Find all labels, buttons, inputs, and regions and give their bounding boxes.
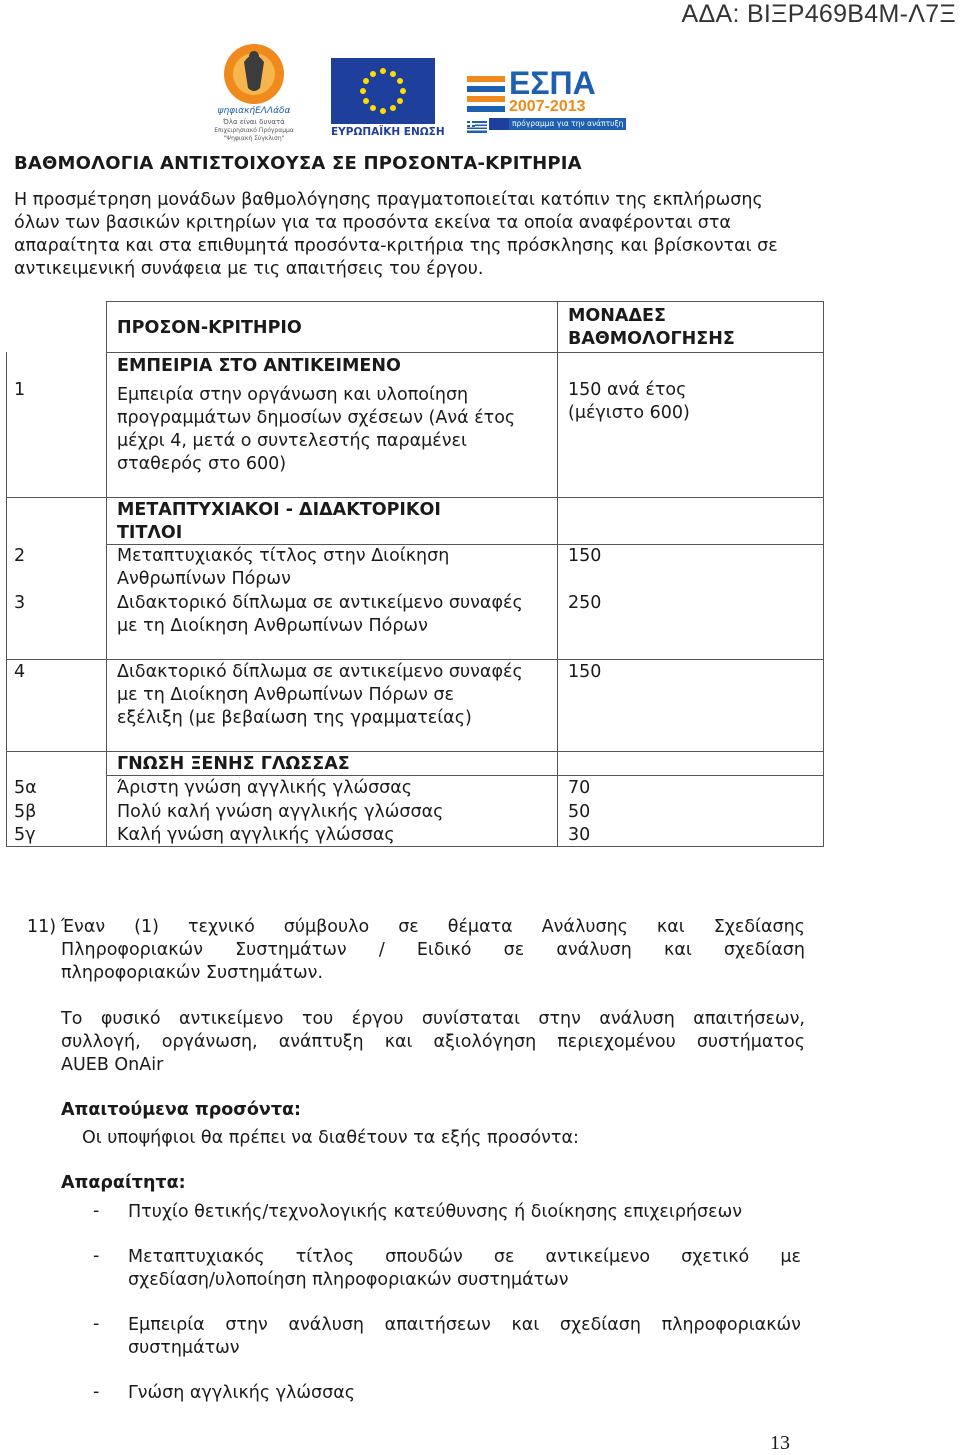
w: ανάλυση <box>556 940 632 960</box>
item11-line <box>61 939 805 962</box>
w: και <box>384 1032 413 1052</box>
table-rule <box>823 301 824 847</box>
digital-greece-line4: "Ψηφιακή Σύγκλιση" <box>223 135 285 142</box>
w: και <box>664 940 692 960</box>
row2-units: 150 <box>568 546 602 566</box>
digital-greece-line3: Επιχειρησιακό Πρόγραμμα <box>214 127 294 134</box>
w: περιεχομένου <box>557 1032 676 1052</box>
column-header-units: ΒΑΘΜΟΛΟΓΗΣΗΣ <box>568 329 735 349</box>
w: Συστημάτων <box>235 940 347 960</box>
table-rule <box>557 301 558 847</box>
espa-title: ΕΣΠΑ <box>509 65 596 101</box>
row5a-text: Άριστη γνώση αγγλικής γλώσσας <box>117 778 413 798</box>
eu-label: ΕΥΡΩΠΑΪΚΗ ΕΝΩΣΗ <box>331 126 445 138</box>
item-number: 11) <box>27 917 57 937</box>
w: σε <box>493 1247 515 1267</box>
list-item-line: σχεδίαση/υλοποίηση πληροφοριακών συστημάτων <box>128 1270 569 1290</box>
row4-line: με τη Διοίκηση Ανθρωπίνων Πόρων σε <box>117 685 454 705</box>
item11-line: πληροφοριακών Συστημάτων. <box>61 963 324 983</box>
digital-greece-title: ψηφιακήΕΛΛάδα <box>217 106 291 116</box>
w: και <box>656 917 685 937</box>
row-number: 5γ <box>14 825 36 845</box>
espa-years: 2007-2013 <box>509 98 586 115</box>
list-item <box>128 1246 801 1292</box>
row4-units: 150 <box>568 662 602 682</box>
eu-flag-icon <box>331 58 435 124</box>
intro-line <box>14 189 807 212</box>
w: σχετικό <box>681 1247 750 1267</box>
w: του <box>301 1009 334 1029</box>
row-number: 3 <box>14 593 26 613</box>
object-line <box>61 1008 805 1031</box>
item11-line <box>61 916 805 939</box>
w: ανάλυση <box>288 1315 365 1335</box>
row1-line-text: Εμπειρία στην οργάνωση και υλοποίηση <box>117 385 469 405</box>
list-item-line <box>128 1246 801 1269</box>
list-item-line <box>128 1314 801 1337</box>
w: συστήματος <box>696 1032 805 1052</box>
w: φυσικό <box>100 1009 161 1029</box>
row1-units: 150 ανά έτος <box>568 380 687 400</box>
espa-stripes-icon <box>463 70 509 116</box>
list-item-line: συστημάτων <box>128 1338 240 1358</box>
greek-flag-icon <box>467 118 487 130</box>
row5a-units: 70 <box>568 778 591 798</box>
row3-line: Διδακτορικό δίπλωμα σε αντικείμενο συναφές <box>117 593 523 613</box>
w: Έναν <box>61 917 106 937</box>
w: έργου <box>351 1009 404 1029</box>
row3-units: 250 <box>568 593 602 613</box>
table-rule <box>6 659 824 660</box>
row4-line: Διδακτορικό δίπλωμα σε αντικείμενο συναφές <box>117 662 523 682</box>
w: σχεδίαση <box>723 940 805 960</box>
eu-small-flag-icon <box>489 118 509 130</box>
w: Ειδικό <box>416 940 472 960</box>
row5b-text: Πολύ καλή γνώση αγγλικής γλώσσας <box>117 802 444 822</box>
experience-header: ΕΜΠΕΙΡΙΑ ΣΤΟ ΑΝΤΙΚΕΙΜΕΝΟ <box>117 356 401 376</box>
w: στην <box>538 1009 581 1029</box>
eu-logo <box>331 58 445 144</box>
row5c-units: 30 <box>568 825 591 845</box>
object-line <box>61 1031 805 1054</box>
row4-line: εξέλιξη (με βεβαίωση της γραμματείας) <box>117 708 472 728</box>
row1-text <box>117 384 557 476</box>
row-number: 1 <box>14 380 26 400</box>
w: Ανάλυσης <box>541 917 628 937</box>
w: Εμπειρία <box>128 1315 205 1335</box>
w: σύμβουλο <box>283 917 370 937</box>
w: ανάπτυξη <box>278 1032 364 1052</box>
row-number: 5α <box>14 778 37 798</box>
intro-paragraph <box>14 189 807 281</box>
table-rule <box>6 497 824 498</box>
w: σπουδών <box>385 1247 463 1267</box>
digital-greece-line2: Όλα είναι δυνατά <box>223 118 285 126</box>
column-header-units: ΜΟΝΑΔΕΣ <box>568 306 666 326</box>
row-number: 2 <box>14 546 26 566</box>
w: τίτλος <box>295 1247 355 1267</box>
w: σχεδίαση <box>559 1315 641 1335</box>
intro-line: αντικειμενική συνάφεια με τις απαιτήσεις του έργου. <box>14 259 484 279</box>
table-rule <box>106 301 107 847</box>
list-dash: - <box>93 1201 100 1221</box>
w: σε <box>398 917 419 937</box>
required-label: Απαιτούμενα προσόντα: <box>61 1100 302 1120</box>
intro-line-text: Η προσμέτρηση μονάδων βαθμολόγησης πραγματοποιείται κατόπιν της εκπλήρωσης <box>14 190 763 210</box>
w: / <box>378 940 385 960</box>
w: με <box>780 1247 801 1267</box>
row1-units: (μέγιστο 600) <box>568 403 690 423</box>
postgrad-header: ΜΕΤΑΠΤΥΧΙΑΚΟΙ - ΔΙΔΑΚΤΟΡΙΚΟΙ <box>117 500 441 520</box>
list-item <box>128 1314 801 1360</box>
list-dash: - <box>93 1246 100 1266</box>
w: συνίσταται <box>421 1009 520 1029</box>
w: ανάλυση <box>599 1009 675 1029</box>
list-item: Γνώση αγγλικής γλώσσας <box>128 1383 356 1403</box>
w: θέματα <box>447 917 513 937</box>
w: στην <box>225 1315 268 1335</box>
intro-line: όλων των βασικών κριτηρίων για τα προσόντα εκείνα τα οποία αναφέρονται στα <box>14 213 731 233</box>
language-header: ΓΝΩΣΗ ΞΕΝΗΣ ΓΛΩΣΣΑΣ <box>117 754 350 774</box>
row1-line: σταθερός στο 600) <box>117 454 287 474</box>
row1-line: μέχρι 4, μετά ο συντελεστής παραμένει <box>117 431 467 451</box>
w: πληροφοριακών <box>661 1315 801 1335</box>
column-header-criterion: ΠΡΟΣΟΝ-ΚΡΙΤΗΡΙΟ <box>117 318 302 338</box>
w: Μεταπτυχιακός <box>128 1247 265 1267</box>
w: Σχεδίασης <box>713 917 805 937</box>
row5c-text: Καλή γνώση αγγλικής γλώσσας <box>117 825 395 845</box>
table-rule <box>6 751 824 752</box>
table-rule <box>6 352 7 847</box>
intro-line: απαραίτητα και στα επιθυμητά προσόντα-κριτήρια της πρόσκλησης και βρίσκονται σε <box>14 236 778 256</box>
w: αξιολόγηση <box>433 1032 537 1052</box>
espa-tagline: πρόγραμμα για την ανάπτυξη <box>509 118 626 130</box>
row2-line: Ανθρωπίνων Πόρων <box>117 569 291 589</box>
ada-code: ΑΔΑ: ΒΙΞΡ469Β4Μ-Λ7Ξ <box>681 0 956 28</box>
w: απαιτήσεων <box>384 1315 491 1335</box>
digital-greece-logo <box>204 40 304 148</box>
postgrad-header: ΤΙΤΛΟΙ <box>117 523 183 543</box>
item11-description <box>61 916 805 985</box>
list-dash: - <box>93 1314 100 1334</box>
w: και <box>511 1315 540 1335</box>
row5b-units: 50 <box>568 802 591 822</box>
row1-line <box>117 384 557 407</box>
list-dash: - <box>93 1382 100 1402</box>
page-number: 13 <box>770 1432 790 1454</box>
table-rule <box>106 301 824 302</box>
w: συλλογή, <box>61 1032 141 1052</box>
table-rule <box>106 352 824 353</box>
w: σε <box>503 940 525 960</box>
row-number: 5β <box>14 802 37 822</box>
row1-line: προγραμμάτων δημοσίων σχέσεων (Ανά έτος <box>117 408 516 428</box>
w: τεχνικό <box>187 917 255 937</box>
object-paragraph <box>61 1008 805 1077</box>
w: Πληροφοριακών <box>61 940 203 960</box>
w: (1) <box>134 917 159 937</box>
required-intro: Οι υποψήφιοι θα πρέπει να διαθέτουν τα εξής προσόντα: <box>82 1128 579 1148</box>
w: αντικείμενο <box>545 1247 651 1267</box>
mandatory-label: Απαραίτητα: <box>61 1173 186 1193</box>
section-title: ΒΑΘΜΟΛΟΓΙΑ ΑΝΤΙΣΤΟΙΧΟΥΣΑ ΣΕ ΠΡΟΣΟΝΤΑ-ΚΡΙΤΗΡΙΑ <box>14 153 582 174</box>
row3-line: με τη Διοίκηση Ανθρωπίνων Πόρων <box>117 616 428 636</box>
w: αντικείμενο <box>178 1009 284 1029</box>
espa-logo <box>463 65 624 136</box>
row2-line: Μεταπτυχιακός τίτλος στην Διοίκηση <box>117 546 450 566</box>
w: οργάνωση, <box>161 1032 258 1052</box>
w: απαιτήσεων, <box>693 1009 805 1029</box>
row-number: 4 <box>14 662 26 682</box>
object-line: AUEB OnAir <box>61 1055 164 1075</box>
w: Το <box>61 1009 83 1029</box>
list-item: Πτυχίο θετικής/τεχνολογικής κατεύθυνσης ή διοίκησης επιχειρήσεων <box>128 1202 742 1222</box>
